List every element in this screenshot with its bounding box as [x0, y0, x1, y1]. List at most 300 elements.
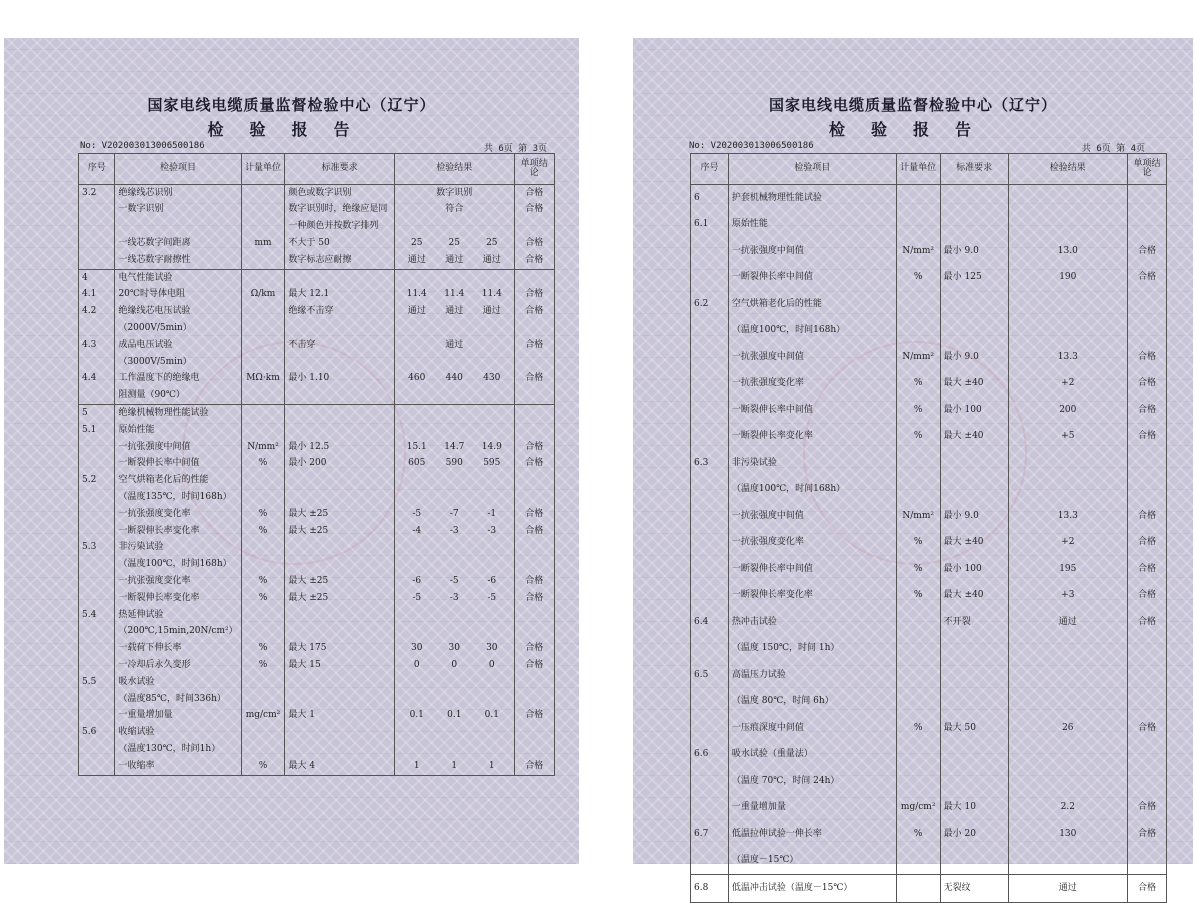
result-cell — [1008, 848, 1128, 875]
result-value: +2 — [1061, 537, 1075, 548]
conclusion — [514, 473, 554, 490]
table-row — [691, 265, 1167, 292]
row-number: 6.2 — [691, 291, 729, 318]
requirement: 最小 9.0 — [940, 503, 1008, 530]
result-value: 13.0 — [1057, 245, 1078, 256]
unit-cell — [896, 477, 940, 504]
result-value: 11.4 — [406, 289, 427, 300]
result-cell — [395, 371, 515, 388]
unit-cell: MΩ·km — [241, 371, 285, 388]
result-cell — [395, 489, 515, 506]
row-number: 4.4 — [79, 371, 115, 388]
conclusion: 合格 — [1128, 583, 1167, 610]
unit-cell — [241, 607, 285, 624]
result-value: -5 — [412, 592, 422, 603]
table-row — [691, 556, 1167, 583]
table-row — [79, 523, 555, 540]
conclusion: 合格 — [514, 252, 554, 269]
conclusion — [1128, 318, 1167, 345]
test-item: 一抗张强度中间值 — [115, 439, 241, 456]
requirement: 最大 ±40 — [940, 530, 1008, 557]
column-header: 单项结论 — [1128, 154, 1167, 185]
table-row — [691, 503, 1167, 530]
test-results-table — [78, 153, 555, 776]
unit-cell — [241, 741, 285, 758]
test-item: 一断裂伸长率变化率 — [115, 523, 241, 540]
unit-cell — [241, 674, 285, 691]
row-number — [691, 715, 729, 742]
test-item: 一断裂伸长率中间值 — [728, 397, 896, 424]
requirement — [940, 212, 1008, 239]
conclusion: 合格 — [514, 523, 554, 540]
result-value: -3 — [449, 592, 459, 603]
unit-cell — [241, 540, 285, 557]
result-cell — [1008, 185, 1128, 212]
column-header: 计量单位 — [896, 154, 940, 185]
row-number: 5.1 — [79, 422, 115, 439]
result-cell — [395, 304, 515, 321]
test-item: 收缩试验 — [115, 725, 241, 742]
column-header: 检验结果 — [1008, 154, 1128, 185]
table-header-row — [691, 154, 1167, 185]
row-number — [79, 523, 115, 540]
result-cell — [395, 607, 515, 624]
result-cell — [1008, 609, 1128, 636]
requirement: 最小 9.0 — [940, 344, 1008, 371]
result-value: 30 — [448, 643, 460, 654]
test-item: 一收缩率 — [115, 758, 241, 775]
table-row — [79, 388, 555, 405]
result-value: 26 — [1062, 722, 1074, 733]
result-value: 通过 — [1058, 616, 1077, 627]
row-number — [79, 354, 115, 371]
table-row — [691, 185, 1167, 212]
row-number: 6.7 — [691, 821, 729, 848]
result-value: 13.3 — [1057, 351, 1078, 362]
unit-cell: % — [896, 583, 940, 610]
unit-cell: % — [896, 424, 940, 451]
unit-cell: % — [241, 456, 285, 473]
result-value: 通过 — [407, 254, 426, 265]
result-value: +5 — [1061, 431, 1075, 442]
unit-cell — [241, 252, 285, 269]
conclusion — [1128, 450, 1167, 477]
result-cell — [395, 235, 515, 252]
unit-cell — [896, 768, 940, 795]
table-row — [79, 725, 555, 742]
row-number — [691, 556, 729, 583]
unit-cell — [241, 557, 285, 574]
unit-cell: mm — [241, 235, 285, 252]
conclusion: 合格 — [1128, 715, 1167, 742]
conclusion: 合格 — [1128, 875, 1167, 903]
result-value: -3 — [449, 525, 459, 536]
requirement — [285, 473, 395, 490]
row-number: 5.3 — [79, 540, 115, 557]
unit-cell — [241, 219, 285, 236]
conclusion: 合格 — [1128, 609, 1167, 636]
row-number — [691, 477, 729, 504]
row-number — [691, 318, 729, 345]
test-item: （温度85℃，时间336h） — [115, 691, 241, 708]
requirement: 数字识别时，绝缘应是同 — [285, 202, 395, 219]
row-number — [691, 583, 729, 610]
result-cell — [395, 422, 515, 439]
conclusion: 合格 — [514, 287, 554, 304]
requirement: 无裂纹 — [940, 875, 1008, 903]
requirement: 颜色或数字识别 — [285, 185, 395, 202]
result-cell — [1008, 636, 1128, 663]
conclusion — [514, 691, 554, 708]
result-value: 590 — [445, 458, 463, 469]
test-item: 一抗张强度变化率 — [115, 506, 241, 523]
test-item: 电气性能试验 — [115, 269, 241, 286]
requirement — [940, 689, 1008, 716]
table-row — [79, 439, 555, 456]
test-item: 一抗张强度变化率 — [728, 530, 896, 557]
unit-cell: % — [241, 641, 285, 658]
result-cell — [1008, 583, 1128, 610]
result-cell — [395, 691, 515, 708]
conclusion: 合格 — [1128, 238, 1167, 265]
conclusion — [1128, 768, 1167, 795]
test-item: 吸水试验（重量法） — [728, 742, 896, 769]
result-cell — [395, 557, 515, 574]
table-row — [691, 583, 1167, 610]
column-header: 检验项目 — [728, 154, 896, 185]
requirement — [940, 477, 1008, 504]
table-row — [79, 252, 555, 269]
row-number — [79, 388, 115, 405]
result-cell — [1008, 530, 1128, 557]
row-number: 6.1 — [691, 212, 729, 239]
requirement — [285, 557, 395, 574]
row-number: 5.4 — [79, 607, 115, 624]
conclusion: 合格 — [1128, 344, 1167, 371]
conclusion: 合格 — [514, 337, 554, 354]
result-cell — [1008, 689, 1128, 716]
result-cell — [1008, 238, 1128, 265]
unit-cell — [241, 202, 285, 219]
row-number — [79, 741, 115, 758]
result-cell — [395, 473, 515, 490]
conclusion: 合格 — [1128, 397, 1167, 424]
test-item: 一压痕深度中间值 — [728, 715, 896, 742]
requirement — [285, 422, 395, 439]
test-item: 原始性能 — [728, 212, 896, 239]
table-row — [79, 624, 555, 641]
unit-cell: Ω/km — [241, 287, 285, 304]
requirement: 最小 1.10 — [285, 371, 395, 388]
result-value: 0.1 — [447, 710, 462, 721]
table-row — [691, 662, 1167, 689]
test-item: 热冲击试验 — [728, 609, 896, 636]
table-header-row — [79, 154, 555, 185]
result-value: 440 — [445, 373, 463, 384]
conclusion: 合格 — [514, 590, 554, 607]
result-value: -6 — [487, 576, 497, 586]
result-cell — [395, 657, 515, 674]
table-row — [79, 657, 555, 674]
test-item: 热延伸试验 — [115, 607, 241, 624]
result-cell — [395, 439, 515, 456]
table-row — [691, 795, 1167, 822]
report-page-4 — [633, 38, 1193, 893]
conclusion: 合格 — [514, 202, 554, 219]
result-cell — [395, 674, 515, 691]
result-value: 14.7 — [444, 441, 465, 452]
table-row — [79, 422, 555, 439]
unit-cell: % — [896, 715, 940, 742]
unit-cell: N/mm² — [896, 503, 940, 530]
row-number — [691, 238, 729, 265]
conclusion — [1128, 185, 1167, 212]
row-number: 6.6 — [691, 742, 729, 769]
result-value: 430 — [483, 373, 501, 384]
unit-cell: % — [241, 657, 285, 674]
conclusion: 合格 — [514, 506, 554, 523]
requirement — [285, 624, 395, 641]
requirement — [940, 291, 1008, 318]
result-value: 190 — [1059, 272, 1077, 283]
result-cell — [1008, 821, 1128, 848]
table-row — [691, 821, 1167, 848]
unit-cell — [896, 212, 940, 239]
test-item: （200℃,15min,20N/cm²） — [115, 624, 241, 641]
requirement — [285, 320, 395, 337]
result-cell — [1008, 371, 1128, 398]
requirement: 最大 4 — [285, 758, 395, 775]
result-value: 15.1 — [406, 441, 427, 452]
table-row — [79, 405, 555, 422]
conclusion — [1128, 477, 1167, 504]
test-item: 成品电压试验 — [115, 337, 241, 354]
test-item: 一重量增加量 — [728, 795, 896, 822]
conclusion — [514, 540, 554, 557]
conclusion: 合格 — [514, 185, 554, 202]
result-cell — [395, 219, 515, 236]
unit-cell — [896, 318, 940, 345]
test-item: （温度 150℃，时间 1h） — [728, 636, 896, 663]
result-value: -7 — [449, 508, 459, 519]
conclusion — [514, 405, 554, 422]
row-number: 3.2 — [79, 185, 115, 202]
row-number — [79, 235, 115, 252]
result-cell — [1008, 503, 1128, 530]
requirement — [285, 741, 395, 758]
requirement — [940, 742, 1008, 769]
result-value: 通过 — [482, 306, 501, 317]
conclusion: 合格 — [514, 758, 554, 775]
table-row — [691, 477, 1167, 504]
row-number — [79, 708, 115, 725]
table-row — [79, 674, 555, 691]
conclusion — [514, 320, 554, 337]
result-cell — [1008, 291, 1128, 318]
conclusion — [514, 354, 554, 371]
result-value: 13.3 — [1057, 510, 1078, 521]
result-value: -3 — [487, 525, 497, 536]
table-row — [691, 636, 1167, 663]
requirement: 最小 100 — [940, 397, 1008, 424]
row-number: 6.4 — [691, 609, 729, 636]
unit-cell — [896, 848, 940, 875]
test-item: 一断裂伸长率中间值 — [115, 456, 241, 473]
row-number — [79, 202, 115, 219]
column-header: 序号 — [691, 154, 729, 185]
table-row — [79, 337, 555, 354]
test-item: （2000V/5min） — [115, 320, 241, 337]
result-value: 0.1 — [409, 710, 424, 721]
row-number — [79, 573, 115, 590]
conclusion: 合格 — [514, 304, 554, 321]
test-item: 一抗张强度变化率 — [115, 573, 241, 590]
row-number — [691, 636, 729, 663]
conclusion: 合格 — [514, 708, 554, 725]
table-row — [691, 848, 1167, 875]
result-value: 0 — [413, 659, 420, 670]
table-row — [79, 371, 555, 388]
requirement — [285, 489, 395, 506]
table-row — [79, 269, 555, 286]
unit-cell: % — [896, 371, 940, 398]
test-item: 绝缘机械物理性能试验 — [115, 405, 241, 422]
result-value: -4 — [412, 525, 422, 536]
unit-cell — [896, 662, 940, 689]
test-item: 高温压力试验 — [728, 662, 896, 689]
conclusion — [1128, 212, 1167, 239]
requirement: 最大 ±25 — [285, 523, 395, 540]
requirement — [285, 269, 395, 286]
result-cell — [395, 320, 515, 337]
unit-cell: % — [896, 265, 940, 292]
table-row — [79, 489, 555, 506]
table-row — [691, 609, 1167, 636]
result-cell — [1008, 265, 1128, 292]
test-item: （温度100℃，时间168h） — [728, 318, 896, 345]
unit-cell: % — [241, 758, 285, 775]
result-value: -6 — [412, 576, 422, 586]
requirement — [940, 185, 1008, 212]
table-row — [79, 219, 555, 236]
result-value: 通过 — [445, 339, 464, 350]
row-number — [79, 456, 115, 473]
requirement — [940, 318, 1008, 345]
result-cell — [395, 741, 515, 758]
requirement: 最大 50 — [940, 715, 1008, 742]
result-cell — [395, 252, 515, 269]
requirement: 最大 ±25 — [285, 590, 395, 607]
table-row — [79, 741, 555, 758]
result-value: 605 — [408, 458, 426, 469]
result-cell — [395, 523, 515, 540]
test-item: （温度100℃，时间168h） — [115, 557, 241, 574]
unit-cell: mg/cm² — [896, 795, 940, 822]
unit-cell: N/mm² — [896, 238, 940, 265]
test-item: 一数字识别 — [115, 202, 241, 219]
row-number: 5.5 — [79, 674, 115, 691]
requirement: 不击穿 — [285, 337, 395, 354]
unit-cell — [241, 725, 285, 742]
test-item: 一断裂伸长率中间值 — [728, 265, 896, 292]
result-value: 14.9 — [481, 441, 502, 452]
report-subtitle: 检验报告 — [828, 120, 997, 139]
row-number: 6 — [691, 185, 729, 212]
test-item: 原始性能 — [115, 422, 241, 439]
requirement: 最大 ±40 — [940, 424, 1008, 451]
result-cell — [395, 641, 515, 658]
result-cell — [1008, 715, 1128, 742]
table-row — [691, 318, 1167, 345]
result-cell — [395, 337, 515, 354]
unit-cell — [896, 450, 940, 477]
unit-cell: mg/cm² — [241, 708, 285, 725]
requirement: 最小 20 — [940, 821, 1008, 848]
test-item: 一重量增加量 — [115, 708, 241, 725]
conclusion — [514, 607, 554, 624]
test-item: （温度100℃，时间168h） — [728, 477, 896, 504]
table-row — [79, 607, 555, 624]
conclusion — [514, 725, 554, 742]
table-row — [79, 202, 555, 219]
table-row — [79, 304, 555, 321]
unit-cell: % — [241, 590, 285, 607]
row-number — [79, 219, 115, 236]
requirement: 最小 9.0 — [940, 238, 1008, 265]
test-item: 空气烘箱老化后的性能 — [115, 473, 241, 490]
column-header: 单项结论 — [514, 154, 554, 185]
requirement: 最小 100 — [940, 556, 1008, 583]
conclusion — [514, 674, 554, 691]
result-cell — [1008, 768, 1128, 795]
result-value: 130 — [1059, 828, 1077, 839]
conclusion: 合格 — [1128, 265, 1167, 292]
unit-cell: % — [241, 523, 285, 540]
conclusion: 合格 — [514, 371, 554, 388]
conclusion: 合格 — [1128, 556, 1167, 583]
result-cell — [395, 506, 515, 523]
table-row — [79, 185, 555, 202]
result-cell — [1008, 556, 1128, 583]
table-row — [691, 715, 1167, 742]
conclusion — [1128, 291, 1167, 318]
requirement — [285, 388, 395, 405]
test-item: 20℃时导体电阻 — [115, 287, 241, 304]
row-number — [691, 265, 729, 292]
requirement: 最小 125 — [940, 265, 1008, 292]
table-row — [691, 530, 1167, 557]
row-number — [691, 848, 729, 875]
table-row — [79, 456, 555, 473]
table-row — [691, 768, 1167, 795]
column-header: 计量单位 — [241, 154, 285, 185]
requirement: 不大于 50 — [285, 235, 395, 252]
test-item: 一抗张强度中间值 — [728, 344, 896, 371]
row-number — [79, 557, 115, 574]
unit-cell: % — [241, 573, 285, 590]
requirement — [940, 662, 1008, 689]
result-cell — [1008, 397, 1128, 424]
result-cell — [395, 590, 515, 607]
table-row — [79, 590, 555, 607]
conclusion — [1128, 636, 1167, 663]
test-item: 一冷却后永久变形 — [115, 657, 241, 674]
result-value: 195 — [1059, 563, 1077, 574]
row-number — [691, 397, 729, 424]
result-value: 200 — [1059, 404, 1077, 415]
row-number — [79, 691, 115, 708]
result-value: 595 — [483, 458, 501, 469]
